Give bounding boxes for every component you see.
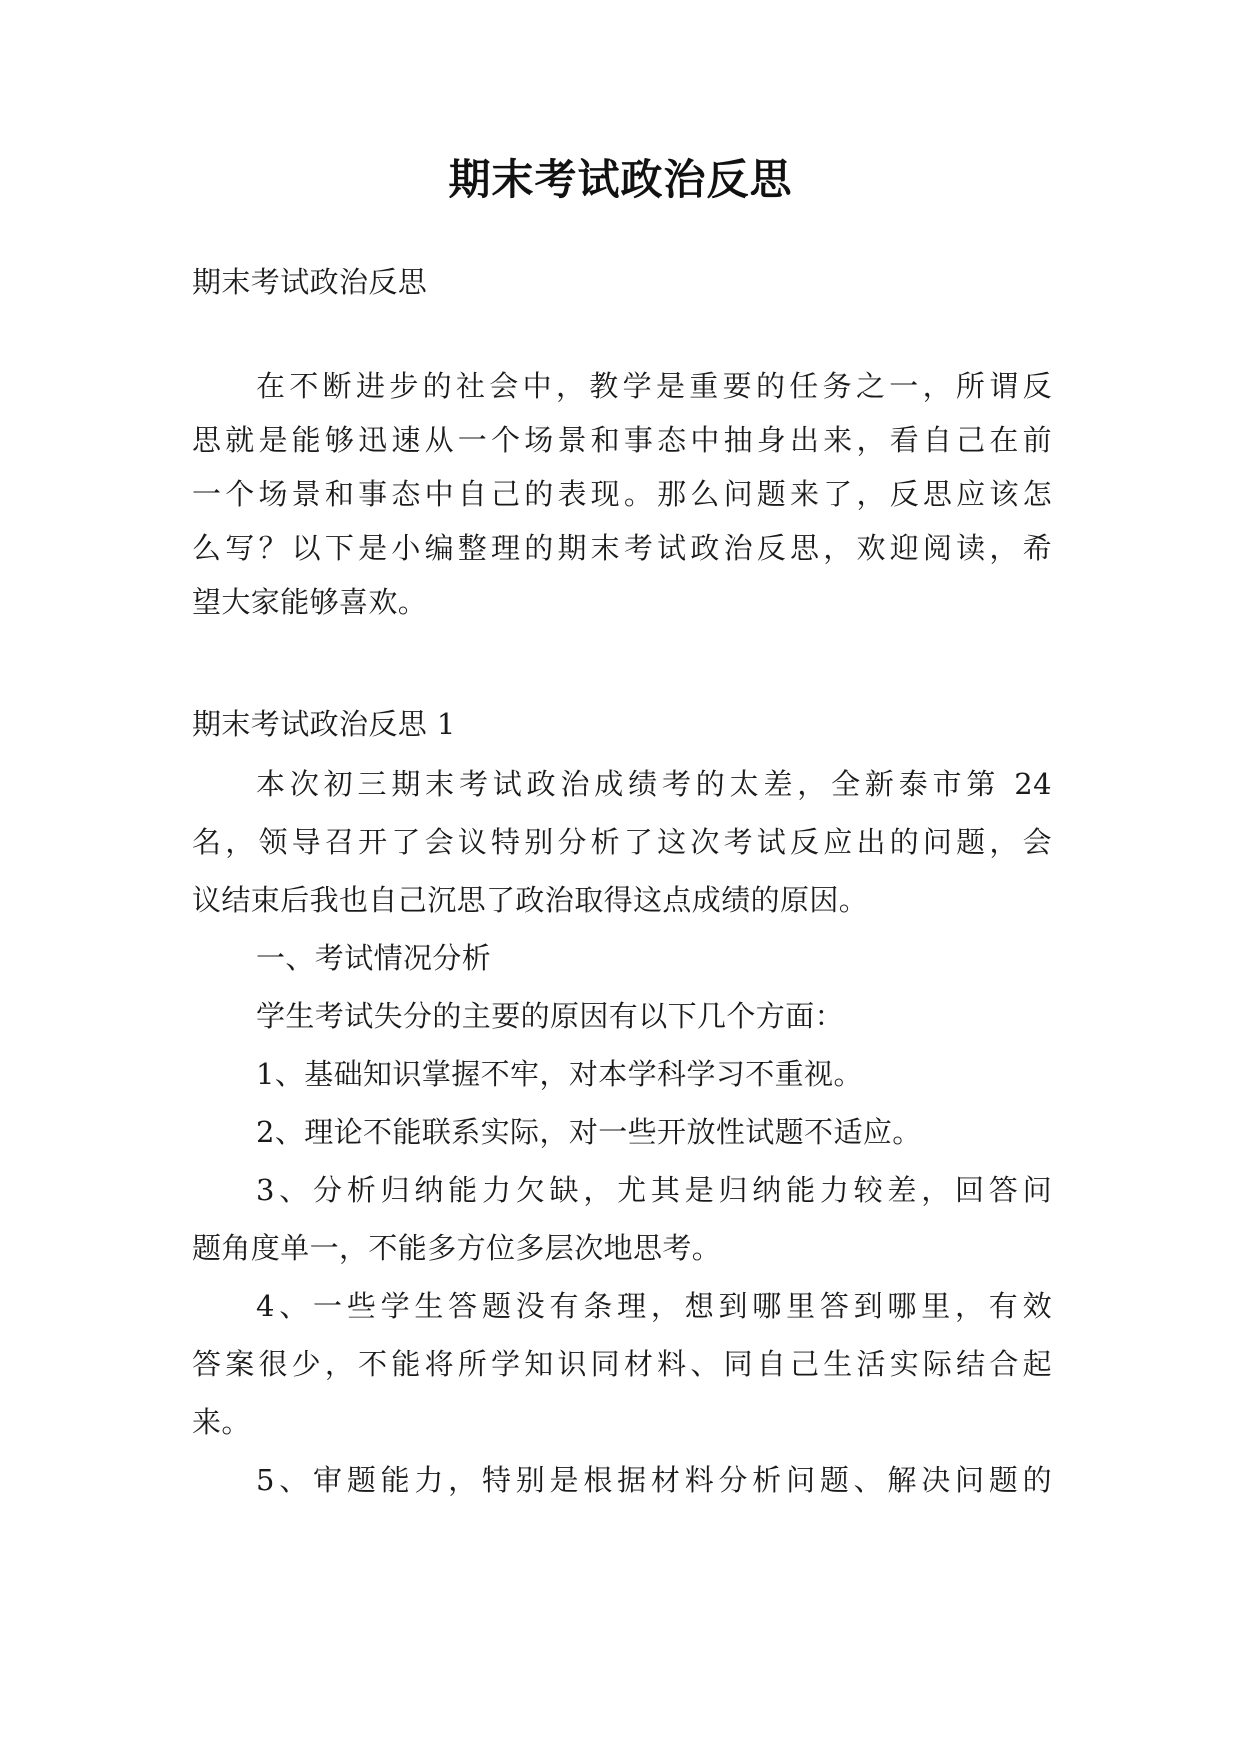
body-line: 5、审题能力，特别是根据材料分析问题、解决问题的 (256, 1463, 1052, 1497)
intro-line: 一个场景和事态中自己的表现。那么问题来了，反思应该怎 (192, 477, 1052, 511)
section-heading: 期末考试政治反思 1 (192, 707, 456, 741)
intro-line: 思就是能够迅速从一个场景和事态中抽身出来，看自己在前 (192, 423, 1052, 457)
intro-line: 在不断进步的社会中，教学是重要的任务之一，所谓反 (256, 369, 1052, 403)
body-line: 名，领导召开了会议特别分析了这次考试反应出的问题，会 (192, 825, 1052, 859)
body-line: 题角度单一，不能多方位多层次地思考。 (192, 1231, 722, 1265)
body-line: 4、一些学生答题没有条理，想到哪里答到哪里，有效 (256, 1289, 1052, 1323)
body-line: 本次初三期末考试政治成绩考的太差，全新泰市第 24 (256, 767, 1052, 801)
body-line: 2、理论不能联系实际，对一些开放性试题不适应。 (256, 1115, 922, 1149)
body-line: 学生考试失分的主要的原因有以下几个方面： (256, 999, 845, 1033)
body-line: 议结束后我也自己沉思了政治取得这点成绩的原因。 (192, 883, 869, 917)
body-line: 3、分析归纳能力欠缺，尤其是归纳能力较差，回答问 (256, 1173, 1052, 1207)
document-title: 期末考试政治反思 (448, 155, 793, 204)
subtitle: 期末考试政治反思 (192, 265, 428, 299)
intro-line: 么写？以下是小编整理的期末考试政治反思，欢迎阅读，希 (192, 531, 1052, 565)
intro-line: 望大家能够喜欢。 (192, 585, 428, 619)
body-line: 来。 (192, 1405, 251, 1439)
body-line: 一、考试情况分析 (256, 941, 492, 975)
body-line: 答案很少，不能将所学知识同材料、同自己生活实际结合起 (192, 1347, 1052, 1381)
body-line: 1、基础知识掌握不牢，对本学科学习不重视。 (256, 1057, 863, 1091)
